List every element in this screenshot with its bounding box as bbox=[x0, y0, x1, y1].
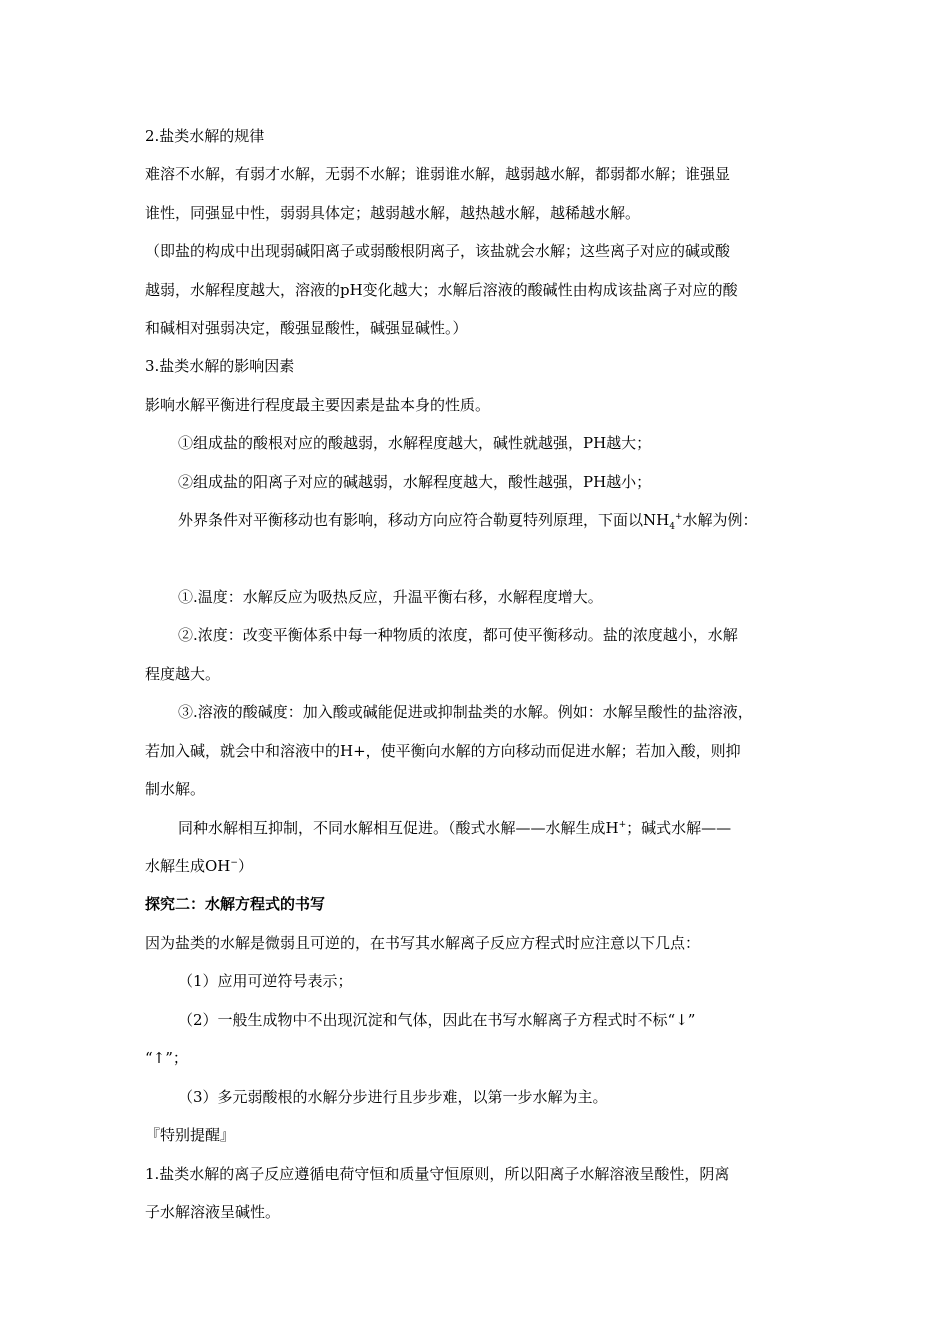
reminder-item-1-line-1: 1.盐类水解的离子反应遵循电荷守恒和质量守恒原则，所以阳离子水解溶液呈酸性，阴离 bbox=[145, 1165, 730, 1183]
external-conditions-line: 外界条件对平衡移动也有影响，移动方向应符合勒夏特列原理，下面以$NH_4^+$水解为例： bbox=[178, 511, 758, 532]
same-hydrolysis-line-2: 水解生成OH−） bbox=[145, 857, 253, 875]
note-line-3: 和碱相对强弱决定，酸强显酸性，碱强显碱性。） bbox=[145, 319, 468, 337]
acidity-line-3: 制水解。 bbox=[145, 780, 206, 798]
point-2-line-1: （2）一般生成物中不出现沉淀和气体，因此在书写水解离子方程式时不标“↓” bbox=[178, 1011, 696, 1029]
section3-intro: 影响水解平衡进行程度最主要因素是盐本身的性质。 bbox=[145, 396, 491, 414]
section3-heading: 3.盐类水解的影响因素 bbox=[145, 357, 295, 375]
point-3: （3）多元弱酸根的水解分步进行且步步难，以第一步水解为主。 bbox=[178, 1088, 608, 1106]
factor-item-1: ①组成盐的酸根对应的酸越弱，水解程度越大，碱性就越强，PH越大； bbox=[178, 434, 652, 452]
temperature-item: ①.温度：水解反应为吸热反应，升温平衡右移，水解程度增大。 bbox=[178, 588, 603, 606]
point-2-line-2: “↑”； bbox=[145, 1049, 188, 1067]
section2-heading: 2.盐类水解的规律 bbox=[145, 127, 265, 145]
reminder-item-1-line-2: 子水解溶液呈碱性。 bbox=[145, 1203, 281, 1221]
note-line-1: （即盐的构成中出现弱碱阳离子或弱酸根阴离子，该盐就会水解；这些离子对应的碱或酸 bbox=[145, 242, 731, 260]
concentration-line-1: ②.浓度：改变平衡体系中每一种物质的浓度，都可使平衡移动。盐的浓度越小，水解 bbox=[178, 626, 738, 644]
rule-line-1: 难溶不水解，有弱才水解，无弱不水解；谁弱谁水解，越弱越水解，都弱都水解；谁强显 bbox=[145, 165, 731, 183]
concentration-line-2: 程度越大。 bbox=[145, 665, 221, 683]
acidity-line-1: ③.溶液的酸碱度：加入酸或碱能促进或抑制盐类的水解。例如：水解呈酸性的盐溶液， bbox=[178, 703, 753, 721]
factor-item-2: ②组成盐的阳离子对应的碱越弱，水解程度越大，酸性越强，PH越小； bbox=[178, 473, 652, 491]
point-1: （1）应用可逆符号表示； bbox=[178, 972, 353, 990]
note-line-2: 越弱，水解程度越大，溶液的pH变化越大；水解后溶液的酸碱性由构成该盐离子对应的酸 bbox=[145, 281, 738, 299]
rule-line-2: 谁性，同强显中性，弱弱具体定；越弱越水解，越热越水解，越稀越水解。 bbox=[145, 204, 641, 222]
same-hydrolysis-line-1: 同种水解相互抑制，不同水解相互促进。（酸式水解——水解生成H+；碱式水解—— bbox=[178, 819, 732, 837]
reminder-heading: 『特别提醒』 bbox=[145, 1126, 236, 1144]
explore2-heading: 探究二：水解方程式的书写 bbox=[145, 895, 326, 913]
acidity-line-2: 若加入碱，就会中和溶液中的H+，使平衡向水解的方向移动而促进水解；若加入酸，则抑 bbox=[145, 742, 741, 760]
explore2-intro: 因为盐类的水解是微弱且可逆的，在书写其水解离子反应方程式时应注意以下几点： bbox=[145, 934, 701, 952]
